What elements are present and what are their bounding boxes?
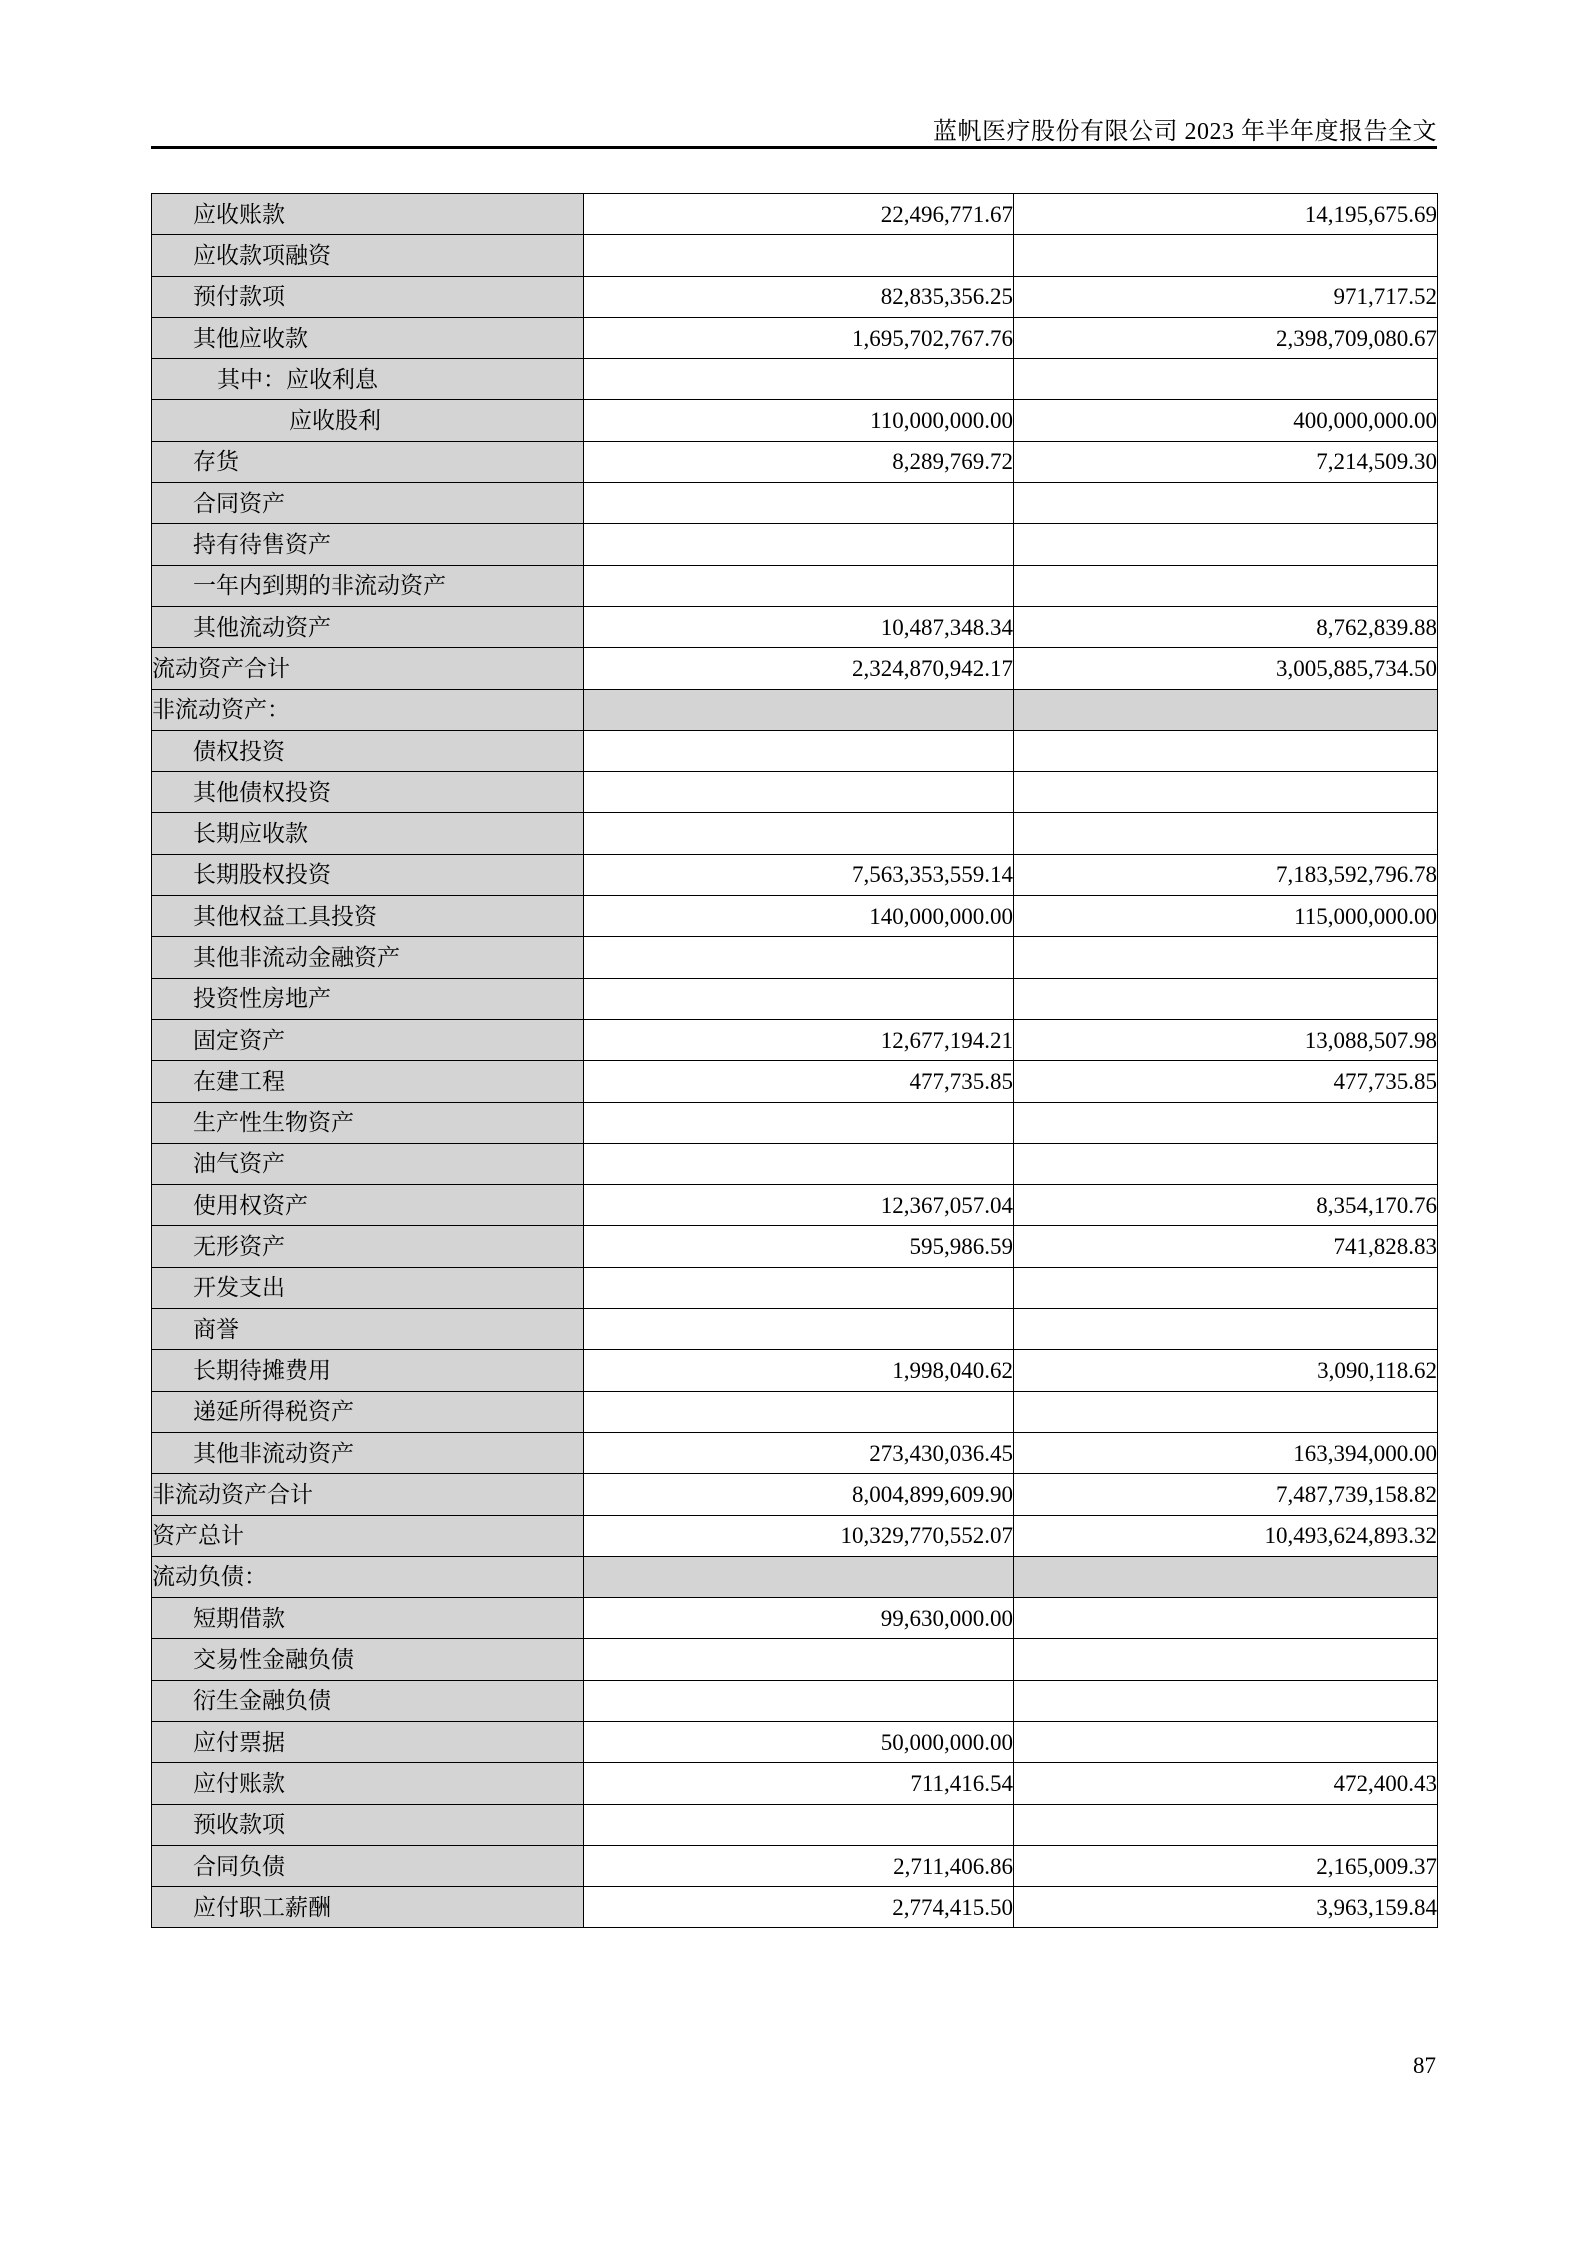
prior-period-value: 163,394,000.00 bbox=[1014, 1432, 1438, 1473]
current-period-value bbox=[584, 772, 1014, 813]
current-period-value: 50,000,000.00 bbox=[584, 1721, 1014, 1762]
current-period-value bbox=[584, 1267, 1014, 1308]
header-divider bbox=[151, 146, 1437, 149]
row-label: 预付款项 bbox=[152, 276, 584, 317]
row-label: 其他债权投资 bbox=[152, 772, 584, 813]
prior-period-value: 2,165,009.37 bbox=[1014, 1845, 1438, 1886]
current-period-value bbox=[584, 359, 1014, 400]
table-row bbox=[152, 1845, 1438, 1886]
prior-period-value: 115,000,000.00 bbox=[1014, 896, 1438, 937]
table-row bbox=[152, 1804, 1438, 1845]
table-row bbox=[152, 194, 1438, 235]
prior-period-value: 7,183,592,796.78 bbox=[1014, 854, 1438, 895]
row-label: 应付票据 bbox=[152, 1721, 584, 1762]
row-label: 无形资产 bbox=[152, 1226, 584, 1267]
table-row bbox=[152, 978, 1438, 1019]
current-period-value: 99,630,000.00 bbox=[584, 1598, 1014, 1639]
report-header-title: 蓝帆医疗股份有限公司 2023 年半年度报告全文 bbox=[933, 119, 1437, 145]
prior-period-value: 13,088,507.98 bbox=[1014, 1019, 1438, 1060]
prior-period-value bbox=[1014, 1556, 1438, 1597]
prior-period-value bbox=[1014, 937, 1438, 978]
current-period-value: 22,496,771.67 bbox=[584, 194, 1014, 235]
row-label: 流动负债： bbox=[152, 1556, 584, 1597]
row-label: 其中：应收利息 bbox=[152, 359, 584, 400]
row-label: 长期待摊费用 bbox=[152, 1350, 584, 1391]
row-label: 应付职工薪酬 bbox=[152, 1887, 584, 1928]
current-period-value: 2,711,406.86 bbox=[584, 1845, 1014, 1886]
prior-period-value: 10,493,624,893.32 bbox=[1014, 1515, 1438, 1556]
row-label: 应收账款 bbox=[152, 194, 584, 235]
table-row bbox=[152, 1350, 1438, 1391]
current-period-value bbox=[584, 1639, 1014, 1680]
prior-period-value bbox=[1014, 1804, 1438, 1845]
table-row bbox=[152, 235, 1438, 276]
row-label: 资产总计 bbox=[152, 1515, 584, 1556]
current-period-value: 1,998,040.62 bbox=[584, 1350, 1014, 1391]
current-period-value bbox=[584, 1143, 1014, 1184]
prior-period-value bbox=[1014, 730, 1438, 771]
table-row bbox=[152, 1432, 1438, 1473]
prior-period-value bbox=[1014, 1639, 1438, 1680]
row-label: 应收股利 bbox=[152, 400, 584, 441]
table-row bbox=[152, 1391, 1438, 1432]
prior-period-value: 7,214,509.30 bbox=[1014, 441, 1438, 482]
row-label: 长期应收款 bbox=[152, 813, 584, 854]
prior-period-value: 7,487,739,158.82 bbox=[1014, 1474, 1438, 1515]
current-period-value bbox=[584, 524, 1014, 565]
prior-period-value: 14,195,675.69 bbox=[1014, 194, 1438, 235]
table-row bbox=[152, 648, 1438, 689]
prior-period-value bbox=[1014, 689, 1438, 730]
current-period-value bbox=[584, 1391, 1014, 1432]
prior-period-value bbox=[1014, 772, 1438, 813]
prior-period-value: 472,400.43 bbox=[1014, 1763, 1438, 1804]
table-row bbox=[152, 1598, 1438, 1639]
prior-period-value bbox=[1014, 813, 1438, 854]
row-label: 持有待售资产 bbox=[152, 524, 584, 565]
current-period-value: 2,324,870,942.17 bbox=[584, 648, 1014, 689]
balance-sheet-table bbox=[151, 193, 1438, 1928]
prior-period-value: 741,828.83 bbox=[1014, 1226, 1438, 1267]
page-number: 87 bbox=[1413, 2053, 1436, 2078]
prior-period-value bbox=[1014, 978, 1438, 1019]
row-label: 合同负债 bbox=[152, 1845, 584, 1886]
table-row bbox=[152, 1515, 1438, 1556]
row-label: 应收款项融资 bbox=[152, 235, 584, 276]
row-label: 开发支出 bbox=[152, 1267, 584, 1308]
table-row bbox=[152, 400, 1438, 441]
current-period-value bbox=[584, 483, 1014, 524]
table-row bbox=[152, 1887, 1438, 1928]
table-row bbox=[152, 1639, 1438, 1680]
current-period-value: 110,000,000.00 bbox=[584, 400, 1014, 441]
table-row bbox=[152, 1721, 1438, 1762]
prior-period-value bbox=[1014, 359, 1438, 400]
table-row bbox=[152, 483, 1438, 524]
row-label: 长期股权投资 bbox=[152, 854, 584, 895]
row-label: 递延所得税资产 bbox=[152, 1391, 584, 1432]
prior-period-value bbox=[1014, 1309, 1438, 1350]
current-period-value bbox=[584, 937, 1014, 978]
section-header-row bbox=[152, 689, 1438, 730]
current-period-value bbox=[584, 235, 1014, 276]
table-row bbox=[152, 1019, 1438, 1060]
prior-period-value: 3,090,118.62 bbox=[1014, 1350, 1438, 1391]
current-period-value: 140,000,000.00 bbox=[584, 896, 1014, 937]
current-period-value: 477,735.85 bbox=[584, 1061, 1014, 1102]
current-period-value bbox=[584, 1309, 1014, 1350]
current-period-value: 82,835,356.25 bbox=[584, 276, 1014, 317]
prior-period-value bbox=[1014, 1391, 1438, 1432]
table-row bbox=[152, 1267, 1438, 1308]
row-label: 合同资产 bbox=[152, 483, 584, 524]
prior-period-value bbox=[1014, 1721, 1438, 1762]
current-period-value bbox=[584, 565, 1014, 606]
table-row bbox=[152, 317, 1438, 358]
table-row bbox=[152, 1061, 1438, 1102]
row-label: 其他权益工具投资 bbox=[152, 896, 584, 937]
row-label: 一年内到期的非流动资产 bbox=[152, 565, 584, 606]
current-period-value bbox=[584, 1556, 1014, 1597]
table-row bbox=[152, 896, 1438, 937]
row-label: 商誉 bbox=[152, 1309, 584, 1350]
prior-period-value: 3,005,885,734.50 bbox=[1014, 648, 1438, 689]
table-row bbox=[152, 359, 1438, 400]
current-period-value bbox=[584, 978, 1014, 1019]
prior-period-value bbox=[1014, 565, 1438, 606]
table-row bbox=[152, 1226, 1438, 1267]
row-label: 生产性生物资产 bbox=[152, 1102, 584, 1143]
row-label: 其他非流动资产 bbox=[152, 1432, 584, 1473]
prior-period-value: 477,735.85 bbox=[1014, 1061, 1438, 1102]
table-row bbox=[152, 276, 1438, 317]
row-label: 预收款项 bbox=[152, 1804, 584, 1845]
current-period-value bbox=[584, 730, 1014, 771]
prior-period-value: 8,762,839.88 bbox=[1014, 606, 1438, 647]
prior-period-value bbox=[1014, 1680, 1438, 1721]
current-period-value: 7,563,353,559.14 bbox=[584, 854, 1014, 895]
row-label: 应付账款 bbox=[152, 1763, 584, 1804]
current-period-value: 595,986.59 bbox=[584, 1226, 1014, 1267]
row-label: 衍生金融负债 bbox=[152, 1680, 584, 1721]
row-label: 非流动资产合计 bbox=[152, 1474, 584, 1515]
row-label: 短期借款 bbox=[152, 1598, 584, 1639]
row-label: 其他流动资产 bbox=[152, 606, 584, 647]
row-label: 固定资产 bbox=[152, 1019, 584, 1060]
current-period-value: 2,774,415.50 bbox=[584, 1887, 1014, 1928]
table-row bbox=[152, 1102, 1438, 1143]
prior-period-value: 971,717.52 bbox=[1014, 276, 1438, 317]
section-header-row bbox=[152, 1556, 1438, 1597]
prior-period-value: 3,963,159.84 bbox=[1014, 1887, 1438, 1928]
current-period-value: 273,430,036.45 bbox=[584, 1432, 1014, 1473]
row-label: 投资性房地产 bbox=[152, 978, 584, 1019]
current-period-value bbox=[584, 1102, 1014, 1143]
current-period-value: 12,677,194.21 bbox=[584, 1019, 1014, 1060]
prior-period-value: 8,354,170.76 bbox=[1014, 1185, 1438, 1226]
table-row bbox=[152, 1309, 1438, 1350]
table-row bbox=[152, 441, 1438, 482]
table-row bbox=[152, 606, 1438, 647]
current-period-value bbox=[584, 1804, 1014, 1845]
row-label: 使用权资产 bbox=[152, 1185, 584, 1226]
current-period-value: 10,329,770,552.07 bbox=[584, 1515, 1014, 1556]
current-period-value bbox=[584, 1680, 1014, 1721]
prior-period-value: 2,398,709,080.67 bbox=[1014, 317, 1438, 358]
row-label: 存货 bbox=[152, 441, 584, 482]
table-row bbox=[152, 565, 1438, 606]
current-period-value: 711,416.54 bbox=[584, 1763, 1014, 1804]
current-period-value: 10,487,348.34 bbox=[584, 606, 1014, 647]
current-period-value bbox=[584, 689, 1014, 730]
row-label: 在建工程 bbox=[152, 1061, 584, 1102]
row-label: 债权投资 bbox=[152, 730, 584, 771]
table-row bbox=[152, 1185, 1438, 1226]
row-label: 流动资产合计 bbox=[152, 648, 584, 689]
prior-period-value bbox=[1014, 483, 1438, 524]
row-label: 非流动资产： bbox=[152, 689, 584, 730]
table-row bbox=[152, 1680, 1438, 1721]
row-label: 油气资产 bbox=[152, 1143, 584, 1184]
table-row bbox=[152, 854, 1438, 895]
prior-period-value bbox=[1014, 1143, 1438, 1184]
current-period-value: 8,289,769.72 bbox=[584, 441, 1014, 482]
prior-period-value: 400,000,000.00 bbox=[1014, 400, 1438, 441]
table-row bbox=[152, 772, 1438, 813]
current-period-value bbox=[584, 813, 1014, 854]
row-label: 其他非流动金融资产 bbox=[152, 937, 584, 978]
table-row bbox=[152, 813, 1438, 854]
current-period-value: 12,367,057.04 bbox=[584, 1185, 1014, 1226]
prior-period-value bbox=[1014, 235, 1438, 276]
prior-period-value bbox=[1014, 1102, 1438, 1143]
table-row bbox=[152, 1763, 1438, 1804]
table-row bbox=[152, 730, 1438, 771]
table-row bbox=[152, 524, 1438, 565]
prior-period-value bbox=[1014, 1598, 1438, 1639]
prior-period-value bbox=[1014, 524, 1438, 565]
table-row bbox=[152, 1474, 1438, 1515]
table-row bbox=[152, 1143, 1438, 1184]
balance-sheet-body bbox=[152, 194, 1438, 1928]
row-label: 其他应收款 bbox=[152, 317, 584, 358]
prior-period-value bbox=[1014, 1267, 1438, 1308]
row-label: 交易性金融负债 bbox=[152, 1639, 584, 1680]
current-period-value: 8,004,899,609.90 bbox=[584, 1474, 1014, 1515]
table-row bbox=[152, 937, 1438, 978]
current-period-value: 1,695,702,767.76 bbox=[584, 317, 1014, 358]
